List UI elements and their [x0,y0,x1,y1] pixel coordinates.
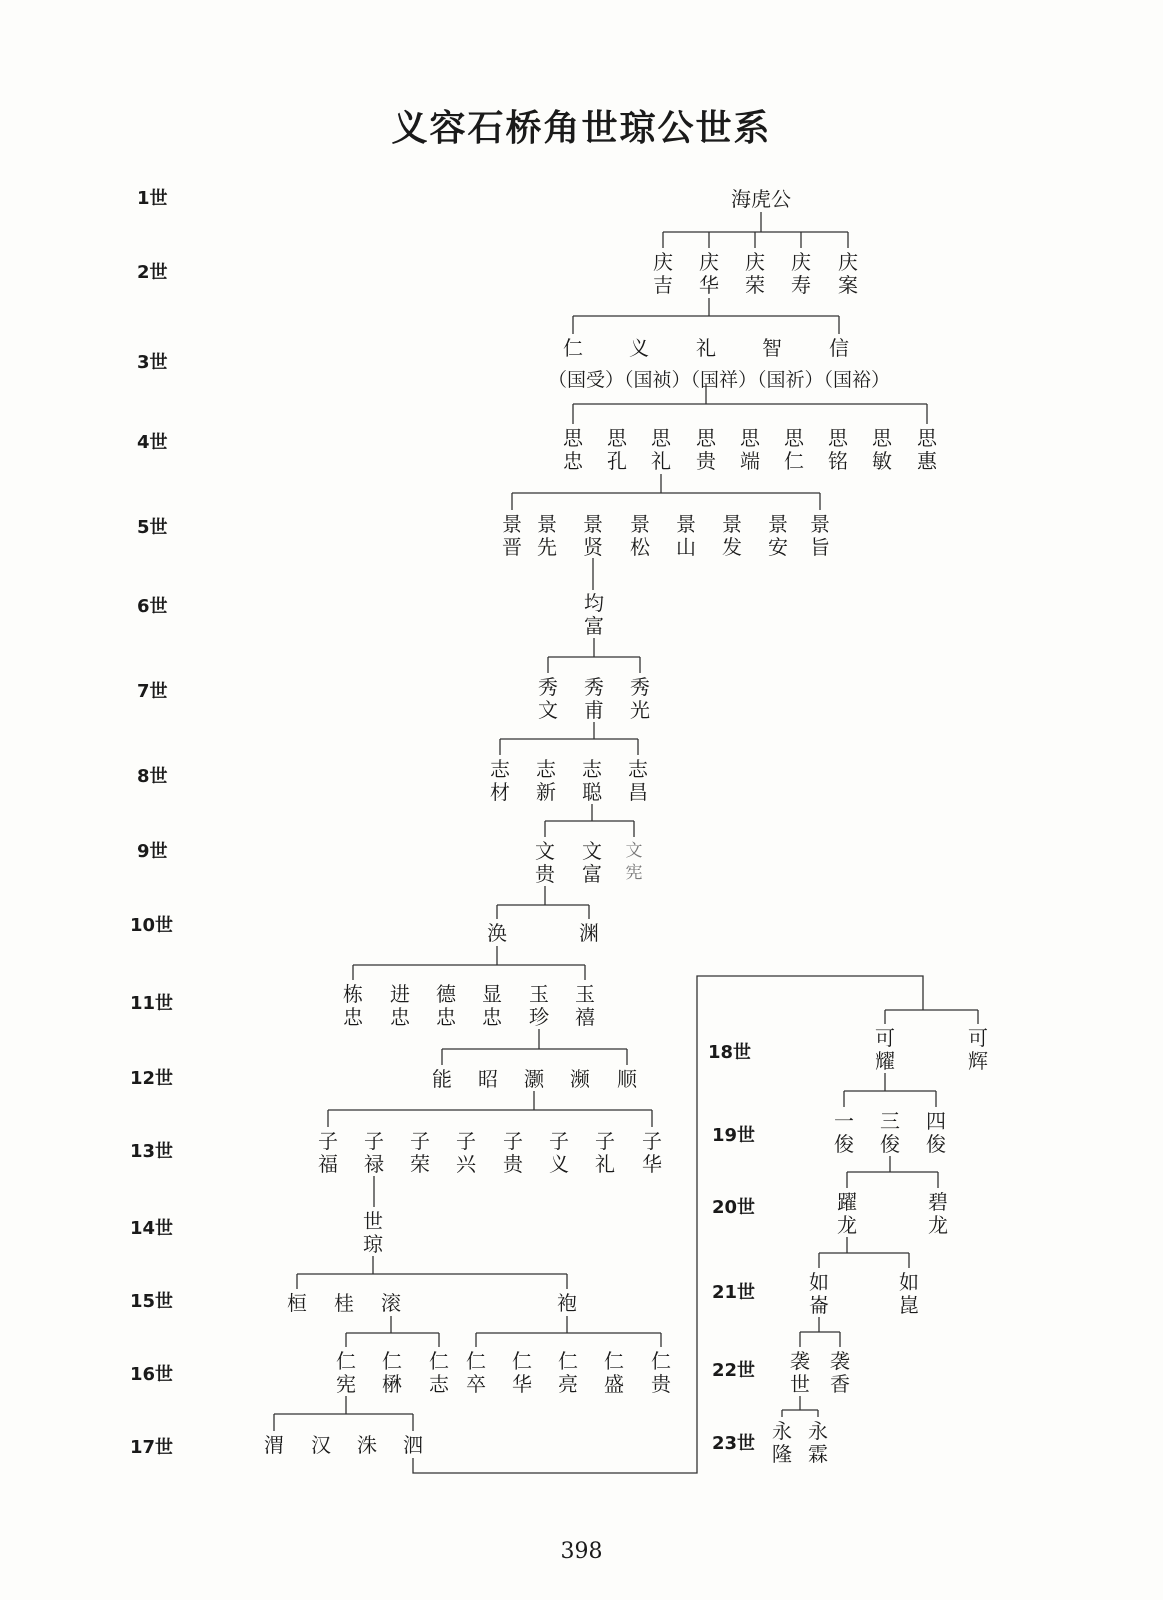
person-g20-2: 碧龙 [928,1190,948,1237]
generation-label: 23世 [712,1433,756,1454]
generation-label: 21世 [712,1282,756,1303]
person-g8-1: 志材 [490,757,510,804]
generation-label: 15世 [130,1291,174,1312]
person-g9-3: 文宪 [625,841,643,883]
person-g5-4: 景松 [630,512,650,559]
person-g18-2: 可辉 [968,1026,988,1073]
person-g16-4: 仁卒 [466,1349,486,1396]
generation-label: 18世 [708,1042,752,1063]
person-g5-3: 景贤 [583,512,603,559]
person-g21-2: 如崑 [899,1270,919,1317]
person-g21-1: 如崙 [809,1270,829,1317]
person-g5-1: 景晋 [502,512,522,559]
person-g7-1: 秀文 [538,675,558,722]
page-number: 398 [560,1539,603,1564]
person-g11-4: 显忠 [482,982,502,1029]
person-g15-4: 袍 [557,1291,577,1315]
person-g4-7: 思铭 [828,426,848,473]
person-g16-2: 仁楙 [382,1349,402,1396]
person-g7-3: 秀光 [630,675,650,722]
person-g16-6: 仁亮 [558,1349,578,1396]
person-g23-2: 永霖 [808,1419,828,1466]
person-g18-1: 可耀 [875,1026,895,1073]
person-g13-7: 子礼 [595,1129,615,1176]
person-g16-5: 仁华 [512,1349,532,1396]
person-g16-1: 仁宪 [336,1349,356,1396]
person-g10-1: 涣 [487,921,507,945]
person-g19-1: 一俊 [834,1109,854,1156]
person-g10-2: 渊 [579,921,599,945]
person-g4-6: 思仁 [784,426,804,473]
person-g3-1: 仁 [563,336,583,360]
person-g14-1: 世琼 [363,1209,383,1256]
person-g3-2: 义 [629,336,649,360]
generation-label: 14世 [130,1218,174,1239]
person-g13-5: 子贵 [503,1129,523,1176]
person-g13-4: 子兴 [456,1129,476,1176]
person-g4-4: 思贵 [696,426,716,473]
person-g22-1: 袭世 [790,1349,810,1396]
generation-label: 10世 [130,915,174,936]
person-g4-9: 思惠 [917,426,937,473]
person-g6-1: 均富 [584,591,604,638]
person-g12-4: 濒 [570,1067,590,1091]
person-g8-2: 志新 [536,757,556,804]
person-g13-6: 子义 [549,1129,569,1176]
person-g12-3: 灏 [524,1067,544,1091]
generation-label: 2世 [137,262,168,283]
person-g4-2: 思孔 [607,426,627,473]
person-g17-1: 渭 [264,1433,284,1457]
generation-label: 11世 [130,993,174,1014]
person-g15-3: 滚 [381,1291,401,1315]
person-g12-1: 能 [432,1067,452,1091]
person-g13-8: 子华 [642,1129,662,1176]
generation-label: 22世 [712,1360,756,1381]
person-g13-3: 子荣 [410,1129,430,1176]
person-g1-1: 海虎公 [731,187,791,211]
person-g15-2: 桂 [334,1291,354,1315]
person-g4-5: 思端 [740,426,760,473]
generation-label: 16世 [130,1364,174,1385]
generation-label: 3世 [137,352,168,373]
person-g2-5: 庆案 [838,250,858,297]
generation-label: 7世 [137,681,168,702]
person-g19-2: 三俊 [880,1109,900,1156]
person-g5-7: 景安 [768,512,788,559]
generation-3-alias-names: （国受）（国祯）（国祥）（国祈）（国裕） [547,369,891,391]
person-g11-5: 玉珍 [529,982,549,1029]
person-g4-3: 思礼 [651,426,671,473]
page-title: 义容石桥角世琼公世系 [391,107,772,149]
person-g22-2: 袭香 [830,1349,850,1396]
person-g16-7: 仁盛 [604,1349,624,1396]
person-g9-1: 文贵 [535,839,555,886]
person-g11-2: 进忠 [390,982,410,1029]
generation-label: 5世 [137,517,168,538]
generation-label: 13世 [130,1141,174,1162]
person-g23-1: 永隆 [772,1419,792,1466]
generation-label: 20世 [712,1197,756,1218]
person-g16-3: 仁志 [429,1349,449,1396]
generation-label: 1世 [137,188,168,209]
person-g8-3: 志聪 [582,757,602,804]
person-g17-3: 洙 [357,1433,377,1457]
person-g9-2: 文富 [582,839,602,886]
person-g12-2: 昭 [478,1067,498,1091]
person-g3-4: 智 [762,336,782,360]
person-g17-4: 泗 [403,1433,423,1457]
person-g17-2: 汉 [311,1433,331,1457]
person-g16-8: 仁贵 [651,1349,671,1396]
person-g11-6: 玉禧 [575,982,595,1029]
person-g4-1: 思忠 [563,426,583,473]
generation-label: 8世 [137,766,168,787]
person-g11-3: 德忠 [436,982,456,1029]
person-g13-1: 子福 [318,1129,338,1176]
generation-label: 9世 [137,841,168,862]
person-g11-1: 栋忠 [343,982,363,1029]
generation-label: 4世 [137,432,168,453]
person-g12-5: 顺 [617,1067,637,1091]
person-g4-8: 思敏 [872,426,892,473]
person-g20-1: 躍龙 [837,1190,857,1237]
person-g5-2: 景先 [537,512,557,559]
person-g2-2: 庆华 [699,250,719,297]
person-g7-2: 秀甫 [584,675,604,722]
person-g5-6: 景发 [722,512,742,559]
person-g5-5: 景山 [676,512,696,559]
person-g2-1: 庆吉 [653,250,673,297]
generation-label: 17世 [130,1437,174,1458]
person-g3-5: 信 [829,336,849,360]
generation-label: 6世 [137,596,168,617]
generation-label: 12世 [130,1068,174,1089]
person-g8-4: 志昌 [628,757,648,804]
person-g19-3: 四俊 [926,1109,946,1156]
person-g13-2: 子禄 [364,1129,384,1176]
person-g2-3: 庆荣 [745,250,765,297]
person-g15-1: 桓 [287,1291,307,1315]
person-g5-8: 景旨 [810,512,830,559]
person-g3-3: 礼 [696,336,716,360]
generation-label: 19世 [712,1125,756,1146]
person-g2-4: 庆寿 [791,250,811,297]
